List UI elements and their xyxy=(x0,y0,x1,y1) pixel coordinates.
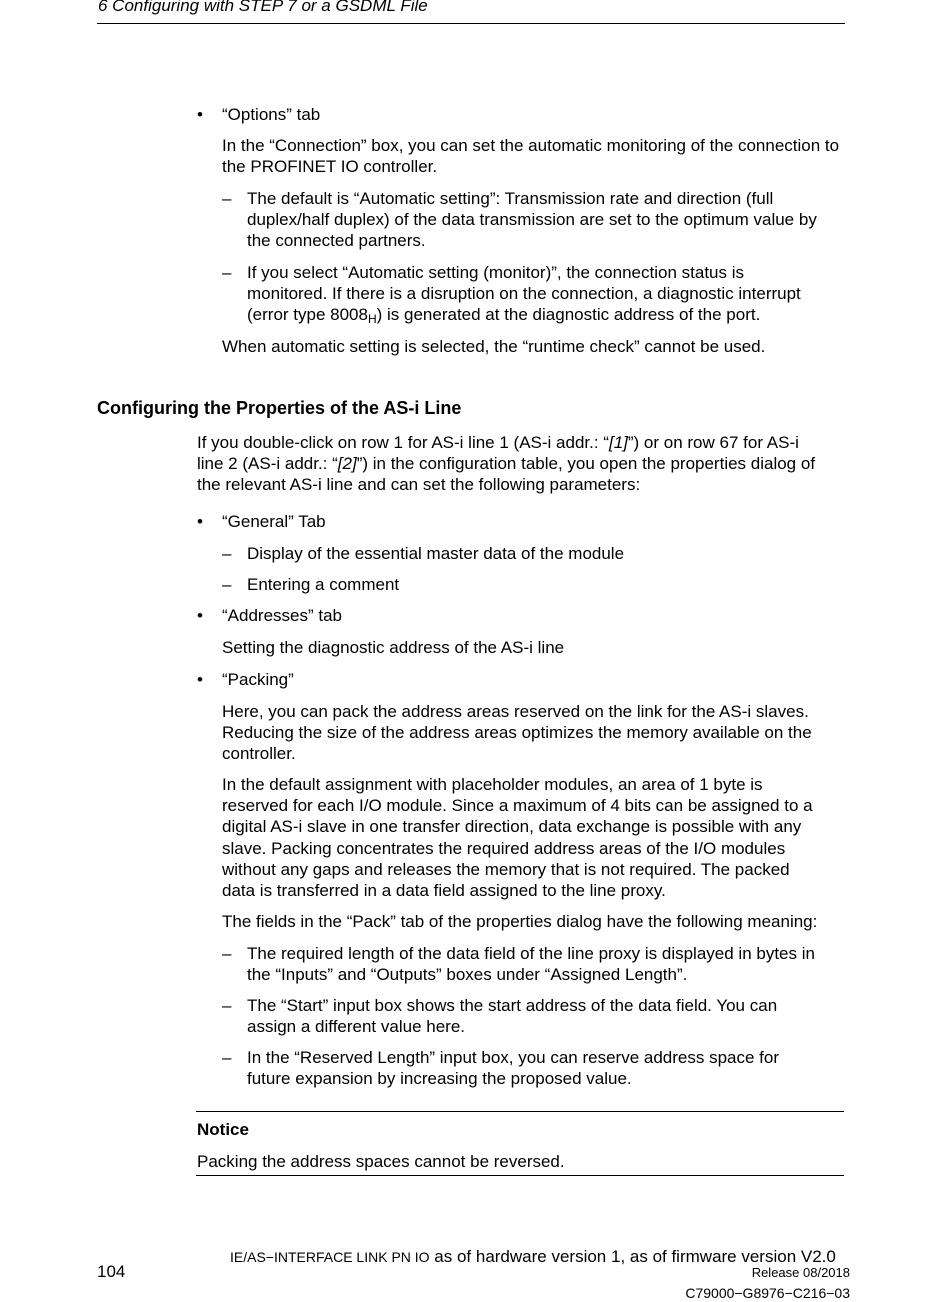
page-number: 104 xyxy=(97,1262,126,1281)
text-line: In the “Reserved Length” input box, you can reserve address space for xyxy=(247,1048,780,1067)
text-span: ”) or on row 67 for AS-i xyxy=(627,433,799,452)
dash-marker: – xyxy=(222,1048,232,1067)
release-date: Release 08/2018 xyxy=(751,1265,850,1280)
packing-bullet-text: “Packing” xyxy=(222,670,294,689)
text-line: data is transferred in a data field assigned to the line proxy. xyxy=(222,881,666,901)
bullet-marker: • xyxy=(197,670,203,689)
notice-text: Packing the address spaces cannot be reversed. xyxy=(197,1152,565,1171)
product-name: IE/AS−INTERFACE LINK PN IO xyxy=(230,1249,430,1265)
text-line: digital AS-i slave in one transfer direction, data exchange is possible with any xyxy=(222,817,802,837)
text-span: If you double-click on row 1 for AS-i line 1 (AS-i addr.: “ xyxy=(197,433,609,452)
text-span: line 2 (AS-i addr.: “ xyxy=(197,454,338,474)
document-code: C79000−G8976−C216−03 xyxy=(685,1285,850,1301)
text-line: without any gaps and releases the memory that is not required. The packed xyxy=(222,859,790,879)
notice-top-rule xyxy=(196,1111,844,1112)
section-intro xyxy=(197,432,815,496)
notice-title: Notice xyxy=(197,1120,249,1139)
text-line: Here, you can pack the address areas reserved on the link for the AS-i slaves. xyxy=(222,702,809,721)
options-bullet-text: “Options” tab xyxy=(222,105,321,124)
bullet-marker: • xyxy=(197,105,203,124)
options-dash1 xyxy=(247,188,817,252)
text-line: the “Inputs” and “Outputs” boxes under “Assigned Length”. xyxy=(247,965,688,985)
packing-dash1 xyxy=(247,943,815,985)
packing-para2 xyxy=(222,774,813,901)
running-header: 6 Configuring with STEP 7 or a GSDML File xyxy=(98,0,428,15)
packing-dash2 xyxy=(247,995,777,1037)
text-line: controller. xyxy=(222,744,296,764)
text-line: monitored. If there is a disruption on the connection, a diagnostic interrupt xyxy=(247,284,801,304)
dash-marker: – xyxy=(222,996,232,1015)
text-line: the relevant AS-i line and can set the following parameters: xyxy=(197,475,641,495)
text-line: slave. Packing concentrates the required address areas of the I/O modules xyxy=(222,838,786,858)
dash-marker: – xyxy=(222,575,232,594)
text-line: The “Start” input box shows the start address of the data field. You can xyxy=(247,996,778,1015)
bullet-marker: • xyxy=(197,606,203,625)
text-line: reserved for each I/O module. Since a maximum of 4 bits can be assigned to a xyxy=(222,796,813,816)
line-1-address: [1] xyxy=(608,433,628,452)
section-heading: Configuring the Properties of the AS-i Line xyxy=(97,398,462,418)
header-rule xyxy=(97,23,845,24)
options-dash2 xyxy=(247,262,801,331)
text-line: In the default assignment with placeholder modules, an area of 1 byte is xyxy=(222,775,763,794)
addresses-bullet-text: “Addresses” tab xyxy=(222,606,342,625)
text-line xyxy=(197,432,815,453)
packing-para3: The fields in the “Pack” tab of the properties dialog have the following meaning: xyxy=(222,912,818,931)
packing-dash3 xyxy=(247,1047,779,1089)
dash-marker: – xyxy=(222,189,232,208)
text-line: future expansion by increasing the proposed value. xyxy=(247,1069,632,1089)
dash-marker: – xyxy=(222,263,232,282)
dash-marker: – xyxy=(222,944,232,963)
error-type-prefix: (error type 8008 xyxy=(247,305,368,325)
general-bullet-text: “General” Tab xyxy=(222,512,326,531)
text-span: ”) in the configuration table, you open the properties dialog of xyxy=(356,454,816,474)
text-line: the connected partners. xyxy=(247,231,426,251)
line-2-address: [2] xyxy=(337,454,357,474)
text-line: assign a different value here. xyxy=(247,1017,465,1037)
version-info: as of hardware version 1, as of firmware version V2.0 xyxy=(429,1247,836,1266)
dash-marker: – xyxy=(222,544,232,563)
options-intro: In the “Connection” box, you can set the automatic monitoring of the connection to the PROFINET IO controller. xyxy=(222,136,840,177)
text-line xyxy=(197,453,815,474)
text-line: Reducing the size of the address areas optimizes the memory available on the xyxy=(222,723,812,743)
general-dash1: Display of the essential master data of the module xyxy=(247,544,625,563)
text-line: If you select “Automatic setting (monitor)”, the connection status is xyxy=(247,263,744,282)
text-line xyxy=(247,304,801,330)
addresses-text: Setting the diagnostic address of the AS-i line xyxy=(222,638,565,657)
bullet-marker: • xyxy=(197,512,203,531)
notice-bottom-rule xyxy=(196,1175,844,1176)
hex-subscript: H xyxy=(367,312,377,327)
general-dash2: Entering a comment xyxy=(247,575,400,594)
document-title xyxy=(230,1247,836,1267)
error-type-suffix: ) is generated at the diagnostic address of the port. xyxy=(376,305,761,325)
text-line: The default is “Automatic setting”: Transmission rate and direction (full xyxy=(247,189,774,208)
text-line: duplex/half duplex) of the data transmission are set to the optimum value by xyxy=(247,210,817,230)
options-note: When automatic setting is selected, the “runtime check” cannot be used. xyxy=(222,337,766,356)
text-line: The required length of the data field of the line proxy is displayed in bytes in xyxy=(247,944,815,963)
packing-para1 xyxy=(222,701,812,765)
